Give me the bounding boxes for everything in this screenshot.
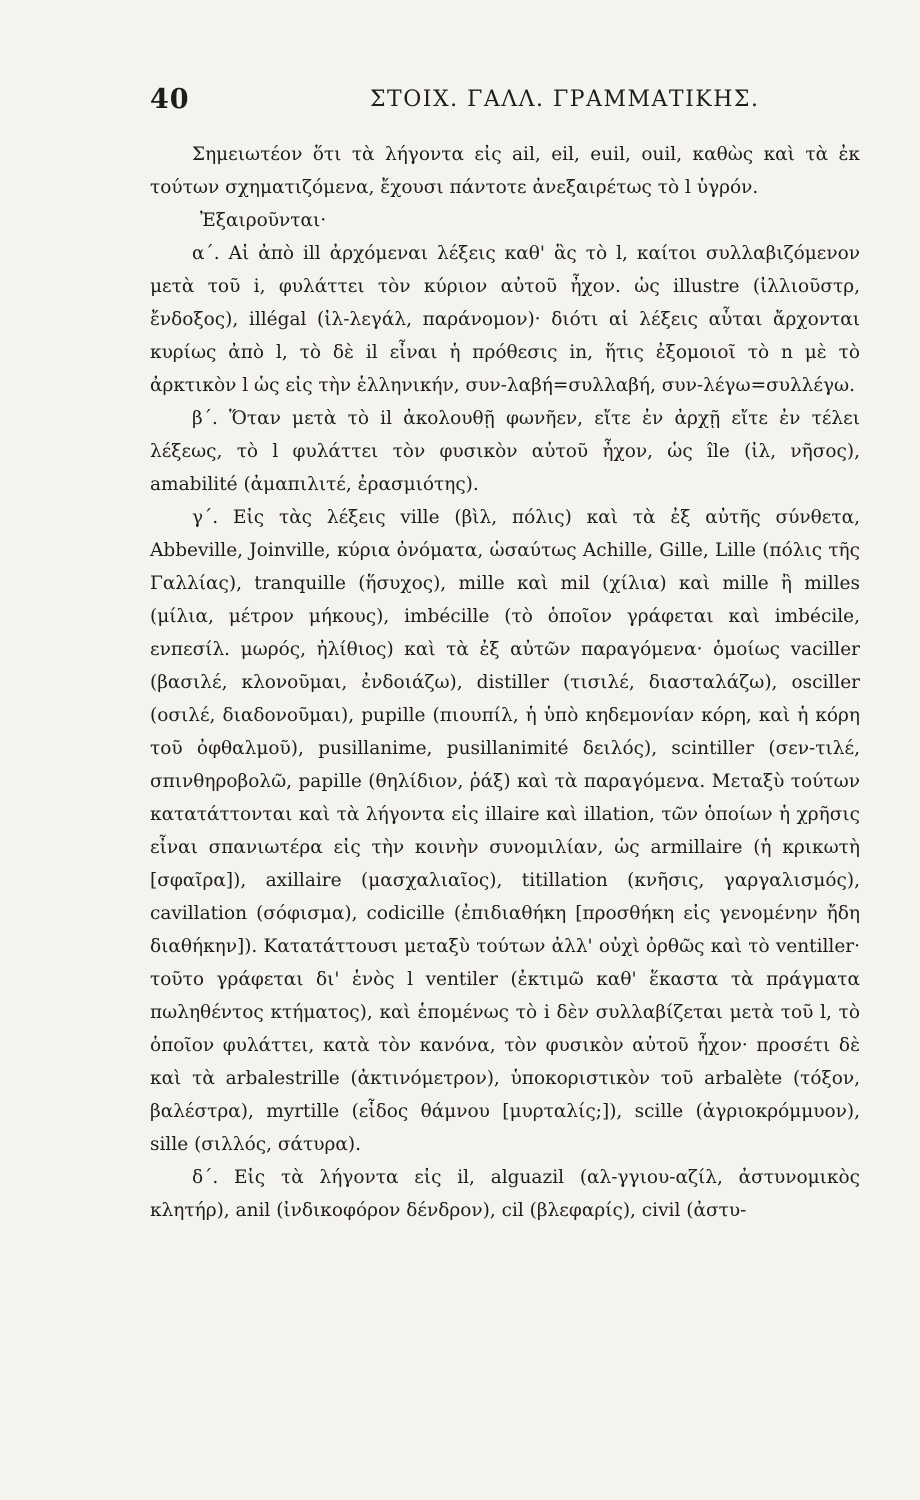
paragraph-intro: Σημειωτέον ὅτι τὰ λήγοντα εἰς ail, eil, euil, ouil, καθὼς καὶ τὰ ἐκ τούτων σχηματιζόμενα, ἔχουσι πάντοτε ἀνεξαιρέτως τὸ l ὑγρόν.: [150, 144, 860, 198]
paragraph-exception-a: α΄. Αἱ ἀπὸ ill ἀρχόμεναι λέξεις καθ' ἃς τὸ l, καίτοι συλλαβιζόμενον μετὰ τοῦ i, φυλάττει τὸν κύριον αὐτοῦ ἦχον. ὡς illustre (ἰλλιοῦστρ, ἔνδοξος), illégal (ἰλ-λεγάλ, παράνομον)· διότι αἱ λέξεις αὗται ἄρχονται κυρίως ἀπὸ l, τὸ δὲ il εἶναι ἡ πρόθεσις in, ἥτις ἐξομοιοῖ τὸ n μὲ τὸ ἀρκτικὸν l ὡς εἰς τὴν ἑλληνικήν, συν-λαβή=συλλαβή, συν-λέγω=συλλέγω.: [150, 243, 860, 396]
page-number: 40: [150, 84, 190, 115]
running-title: ΣΤΟΙΧ. ΓΑΛΛ. ΓΡΑΜΜΑΤΙΚΗΣ.: [370, 87, 760, 112]
paragraph-exception-b: β΄. Ὅταν μετὰ τὸ il ἀκολουθῇ φωνῆεν, εἴτε ἐν ἀρχῇ εἴτε ἐν τέλει λέξεως, τὸ l φυλάττει τὸν φυσικὸν αὐτοῦ ἦχον, ὡς île (ἰλ, νῆσος), amabilité (ἀμαπιλιτέ, ἐρασμιότης).: [150, 408, 860, 495]
page-header: [150, 84, 860, 124]
body-text: [150, 138, 860, 1227]
paragraph-exception-d: δ΄. Εἰς τὰ λήγοντα εἰς il, alguazil (αλ-γγιου-αζίλ, ἀστυνομικὸς κλητήρ), anil (ἰνδικοφόρον δένδρον), cil (βλεφαρίς), civil (ἀστυ-: [150, 1167, 860, 1221]
paragraph-exceptions-heading: Ἐξαιροῦνται·: [200, 210, 327, 231]
paragraph-exception-c: γ΄. Εἰς τὰς λέξεις ville (βὶλ, πόλις) καὶ τὰ ἐξ αὐτῆς σύνθετα, Abbeville, Joinville, κύρια ὀνόματα, ὡσαύτως Achille, Gille, Lille (πόλις τῆς Γαλλίας), tranquille (ἥσυχος), mille καὶ mil (χίλια) καὶ mille ἢ milles (μίλια, μέτρον μήκους), imbécille (τὸ ὁποῖον γράφεται καὶ imbécile, ενπεσίλ. μωρός, ἠλίθιος) καὶ τὰ ἐξ αὐτῶν παραγόμενα· ὁμοίως vaciller (βασιλέ, κλονοῦμαι, ἐνδοιάζω), distiller (τισιλέ, διασταλάζω), osciller (οσιλέ, διαδονοῦμαι), pupille (πιουπίλ, ἡ ὑπὸ κηδεμονίαν κόρη, καὶ ἡ κόρη τοῦ ὀφθαλμοῦ), pusillanime, pusillanimité δειλός), scintiller (σεν-τιλέ, σπινθηροβολῶ, papille (θηλίδιον, ῥάξ) καὶ τὰ παραγόμενα. Μεταξὺ τούτων κατατάττονται καὶ τὰ λήγοντα εἰς illaire καὶ illation, τῶν ὁποίων ἡ χρῆσις εἶναι σπανιωτέρα εἰς τὴν κοινὴν συνομιλίαν, ὡς armillaire (ἡ κρικωτὴ [σφαῖρα]), axillaire (μασχαλιαῖος), titillation (κνῆσις, γαργαλισμός), cavillation (σόφισμα), codicille (ἐπιδιαθήκη [προσθήκη εἰς γενομένην ἤδη διαθήκην]). Κατατάττουσι μεταξὺ τούτων ἀλλ' οὐχὶ ὀρθῶς καὶ τὸ ventiller· τοῦτο γράφεται δι' ἑνὸς l ventiler (ἐκτιμῶ καθ' ἕκαστα τὰ πράγματα πωληθέντος κτήματος), καὶ ἑπομένως τὸ i δὲν συλλαβίζεται μετὰ τοῦ l, τὸ ὁποῖον φυλάττει, κατὰ τὸν κανόνα, τὸν φυσικὸν αὐτοῦ ἦχον· προσέτι δὲ καὶ τὰ arbalestrille (ἀκτινόμετρον), ὑποκοριστικὸν τοῦ arbalète (τόξον, βαλέστρα), myrtille (εἶδος θάμνου [μυρταλίς;]), scille (ἀγριοκρόμμυον), sille (σιλλός, σάτυρα).: [150, 507, 860, 1155]
